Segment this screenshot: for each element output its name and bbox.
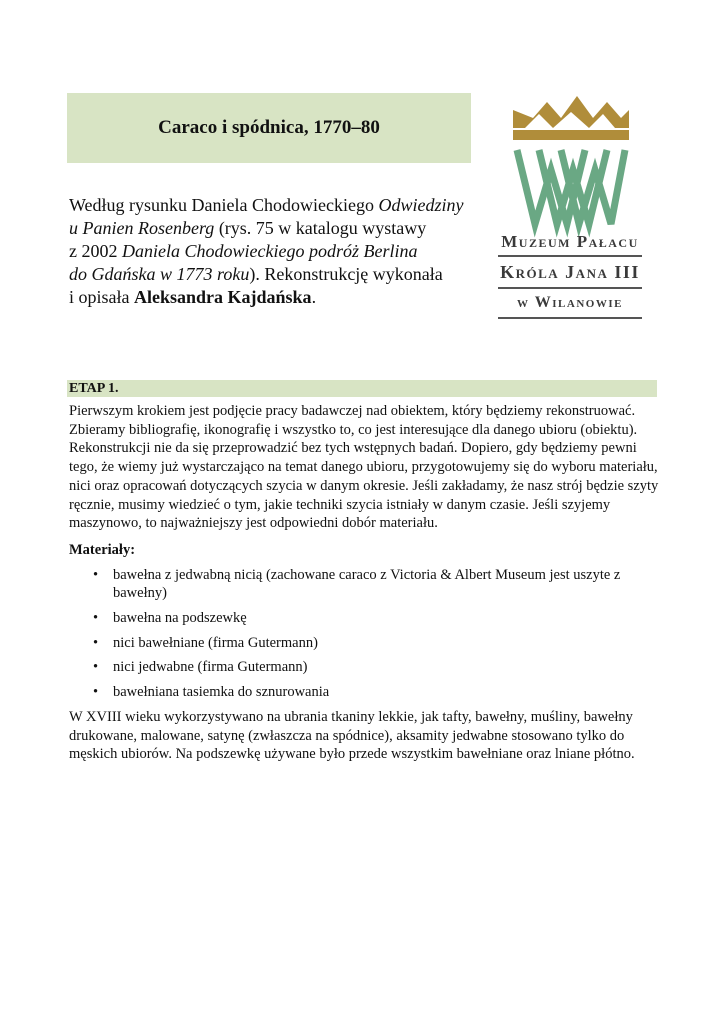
list-item: • bawełna na podszewkę xyxy=(69,609,659,628)
stage-header xyxy=(67,380,657,397)
intro-line xyxy=(69,240,479,263)
page-title: Caraco i spódnica, 1770–80 xyxy=(158,117,380,138)
logo-divider xyxy=(498,255,642,257)
intro-text: Według rysunku Daniela Chodowieckiego xyxy=(69,195,379,215)
logo-caption xyxy=(490,232,650,322)
intro-italic: Daniela Chodowieckiego podróż Berlina xyxy=(122,241,418,261)
fabrics-paragraph: W XVIII wieku wykorzystywano na ubrania tkaniny lekkie, jak tafty, bawełny, muśliny, bawełny drukowane, malowane, satynę (zwłaszcza na spódnice), aksamity jedwabne stosowano tylko do męskich ubiorów. Na podszewkę używane było przede wszystkim bawełniane oraz lniane płótno. xyxy=(69,708,635,763)
intro-text: . xyxy=(311,287,317,307)
list-item: • bawełna z jedwabną nicią (zachowane caraco z Victoria & Albert Museum jest uszyte z bawełny) xyxy=(69,566,659,603)
materials-heading: Materiały: xyxy=(69,541,136,558)
title-banner xyxy=(67,93,471,163)
intro-italic: do Gdańska w 1773 roku xyxy=(69,264,250,284)
intro-paragraph xyxy=(69,194,479,309)
intro-line xyxy=(69,263,479,286)
list-item: • bawełniana tasiemka do sznurowania xyxy=(69,683,659,702)
intro-italic: Odwiedziny xyxy=(378,195,464,215)
intro-text: z 2002 xyxy=(69,241,122,261)
monogram-w-icon xyxy=(517,150,625,224)
intro-text: (rys. 75 w katalogu wystawy xyxy=(214,218,427,238)
list-item: • nici jedwabne (firma Gutermann) xyxy=(69,658,659,677)
intro-text: ). Rekonstrukcję wykonała xyxy=(249,264,443,284)
logo-line-1: Muzeum Pałacu xyxy=(501,232,639,251)
list-item: • nici bawełniane (firma Gutermann) xyxy=(69,634,659,653)
stage-label: ETAP 1. xyxy=(69,381,119,396)
intro-text: i opisała xyxy=(69,287,134,307)
author-name: Aleksandra Kajdańska xyxy=(134,287,312,307)
crown-icon xyxy=(513,96,629,140)
main-content xyxy=(69,402,659,772)
intro-line xyxy=(69,217,479,240)
logo-divider xyxy=(498,317,642,319)
logo-line-3: w Wilanowie xyxy=(517,294,623,311)
intro-line xyxy=(69,286,479,309)
research-paragraph: Pierwszym krokiem jest podjęcie pracy badawczej nad obiektem, który będziemy rekonstruować. Zbieramy bibliografię, ikonografię i wszystko to, co jest interesujące dla danego ubioru (obiektu). Rekonstrukcji nie da się przeprowadzić bez tych wstępnych badań. Dopiero, gdy będziemy pewni tego, że wiemy już wystarczająco na temat danego ubioru, przygotowujemy się do wyboru materiału, nici oraz opracowań dotyczących szycia w danym okresie. Jeśli zakładamy, że nasz strój będzie szyty ręcznie, musimy wiedzieć o tym, jakie techniki szycia istniały w danym czasie. Jeśli szyjemy maszynowo, to najważniejszy jest odpowiedni dobór materiału. xyxy=(69,403,659,532)
intro-italic: u Panien Rosenberg xyxy=(69,218,215,238)
logo-line-2: Króla Jana III xyxy=(500,262,640,282)
intro-line xyxy=(69,194,479,217)
logo-divider xyxy=(498,287,642,289)
materials-list xyxy=(69,566,659,702)
